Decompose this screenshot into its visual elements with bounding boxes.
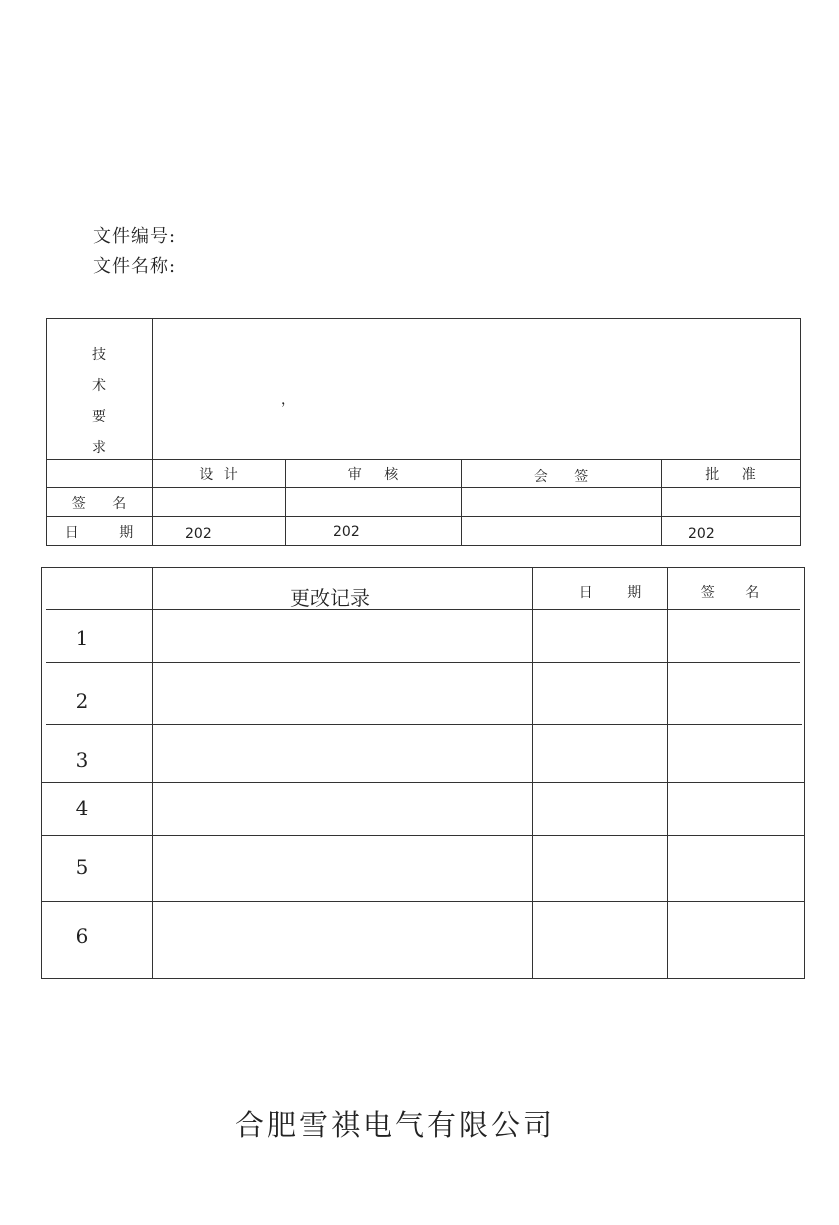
file-name-label: 文件名称: [93,256,177,277]
tech-req-char-4: 求 [92,440,106,456]
tech-req-content: ， [281,392,295,408]
change-record-title: 更改记录 [290,586,370,610]
row-number-5: 5 [75,855,89,879]
col-countersign: 会 签 [533,469,589,485]
col-approve: 批 准 [705,467,756,483]
row-number-6: 6 [75,924,89,948]
tech-req-char-2: 术 [92,378,106,394]
col-review: 审 核 [347,467,399,483]
row-number-2: 2 [75,689,89,713]
file-number-label: 文件编号: [93,226,177,247]
date-label: 日 期 [64,525,134,541]
change-sign-header: 签 名 [700,585,760,601]
date-design: 202 [185,526,212,542]
tech-req-char-1: 技 [92,347,106,363]
row-number-3: 3 [75,748,89,772]
row-number-4: 4 [75,796,89,820]
date-review: 202 [333,524,360,540]
signature-label: 签 名 [71,496,127,512]
col-design: 设 计 [199,467,238,483]
company-name: 合肥雪祺电气有限公司 [234,1108,555,1142]
tech-req-char-3: 要 [92,409,106,425]
date-approve: 202 [688,526,715,542]
change-date-header: 日 期 [578,585,642,601]
row-number-1: 1 [75,626,89,650]
